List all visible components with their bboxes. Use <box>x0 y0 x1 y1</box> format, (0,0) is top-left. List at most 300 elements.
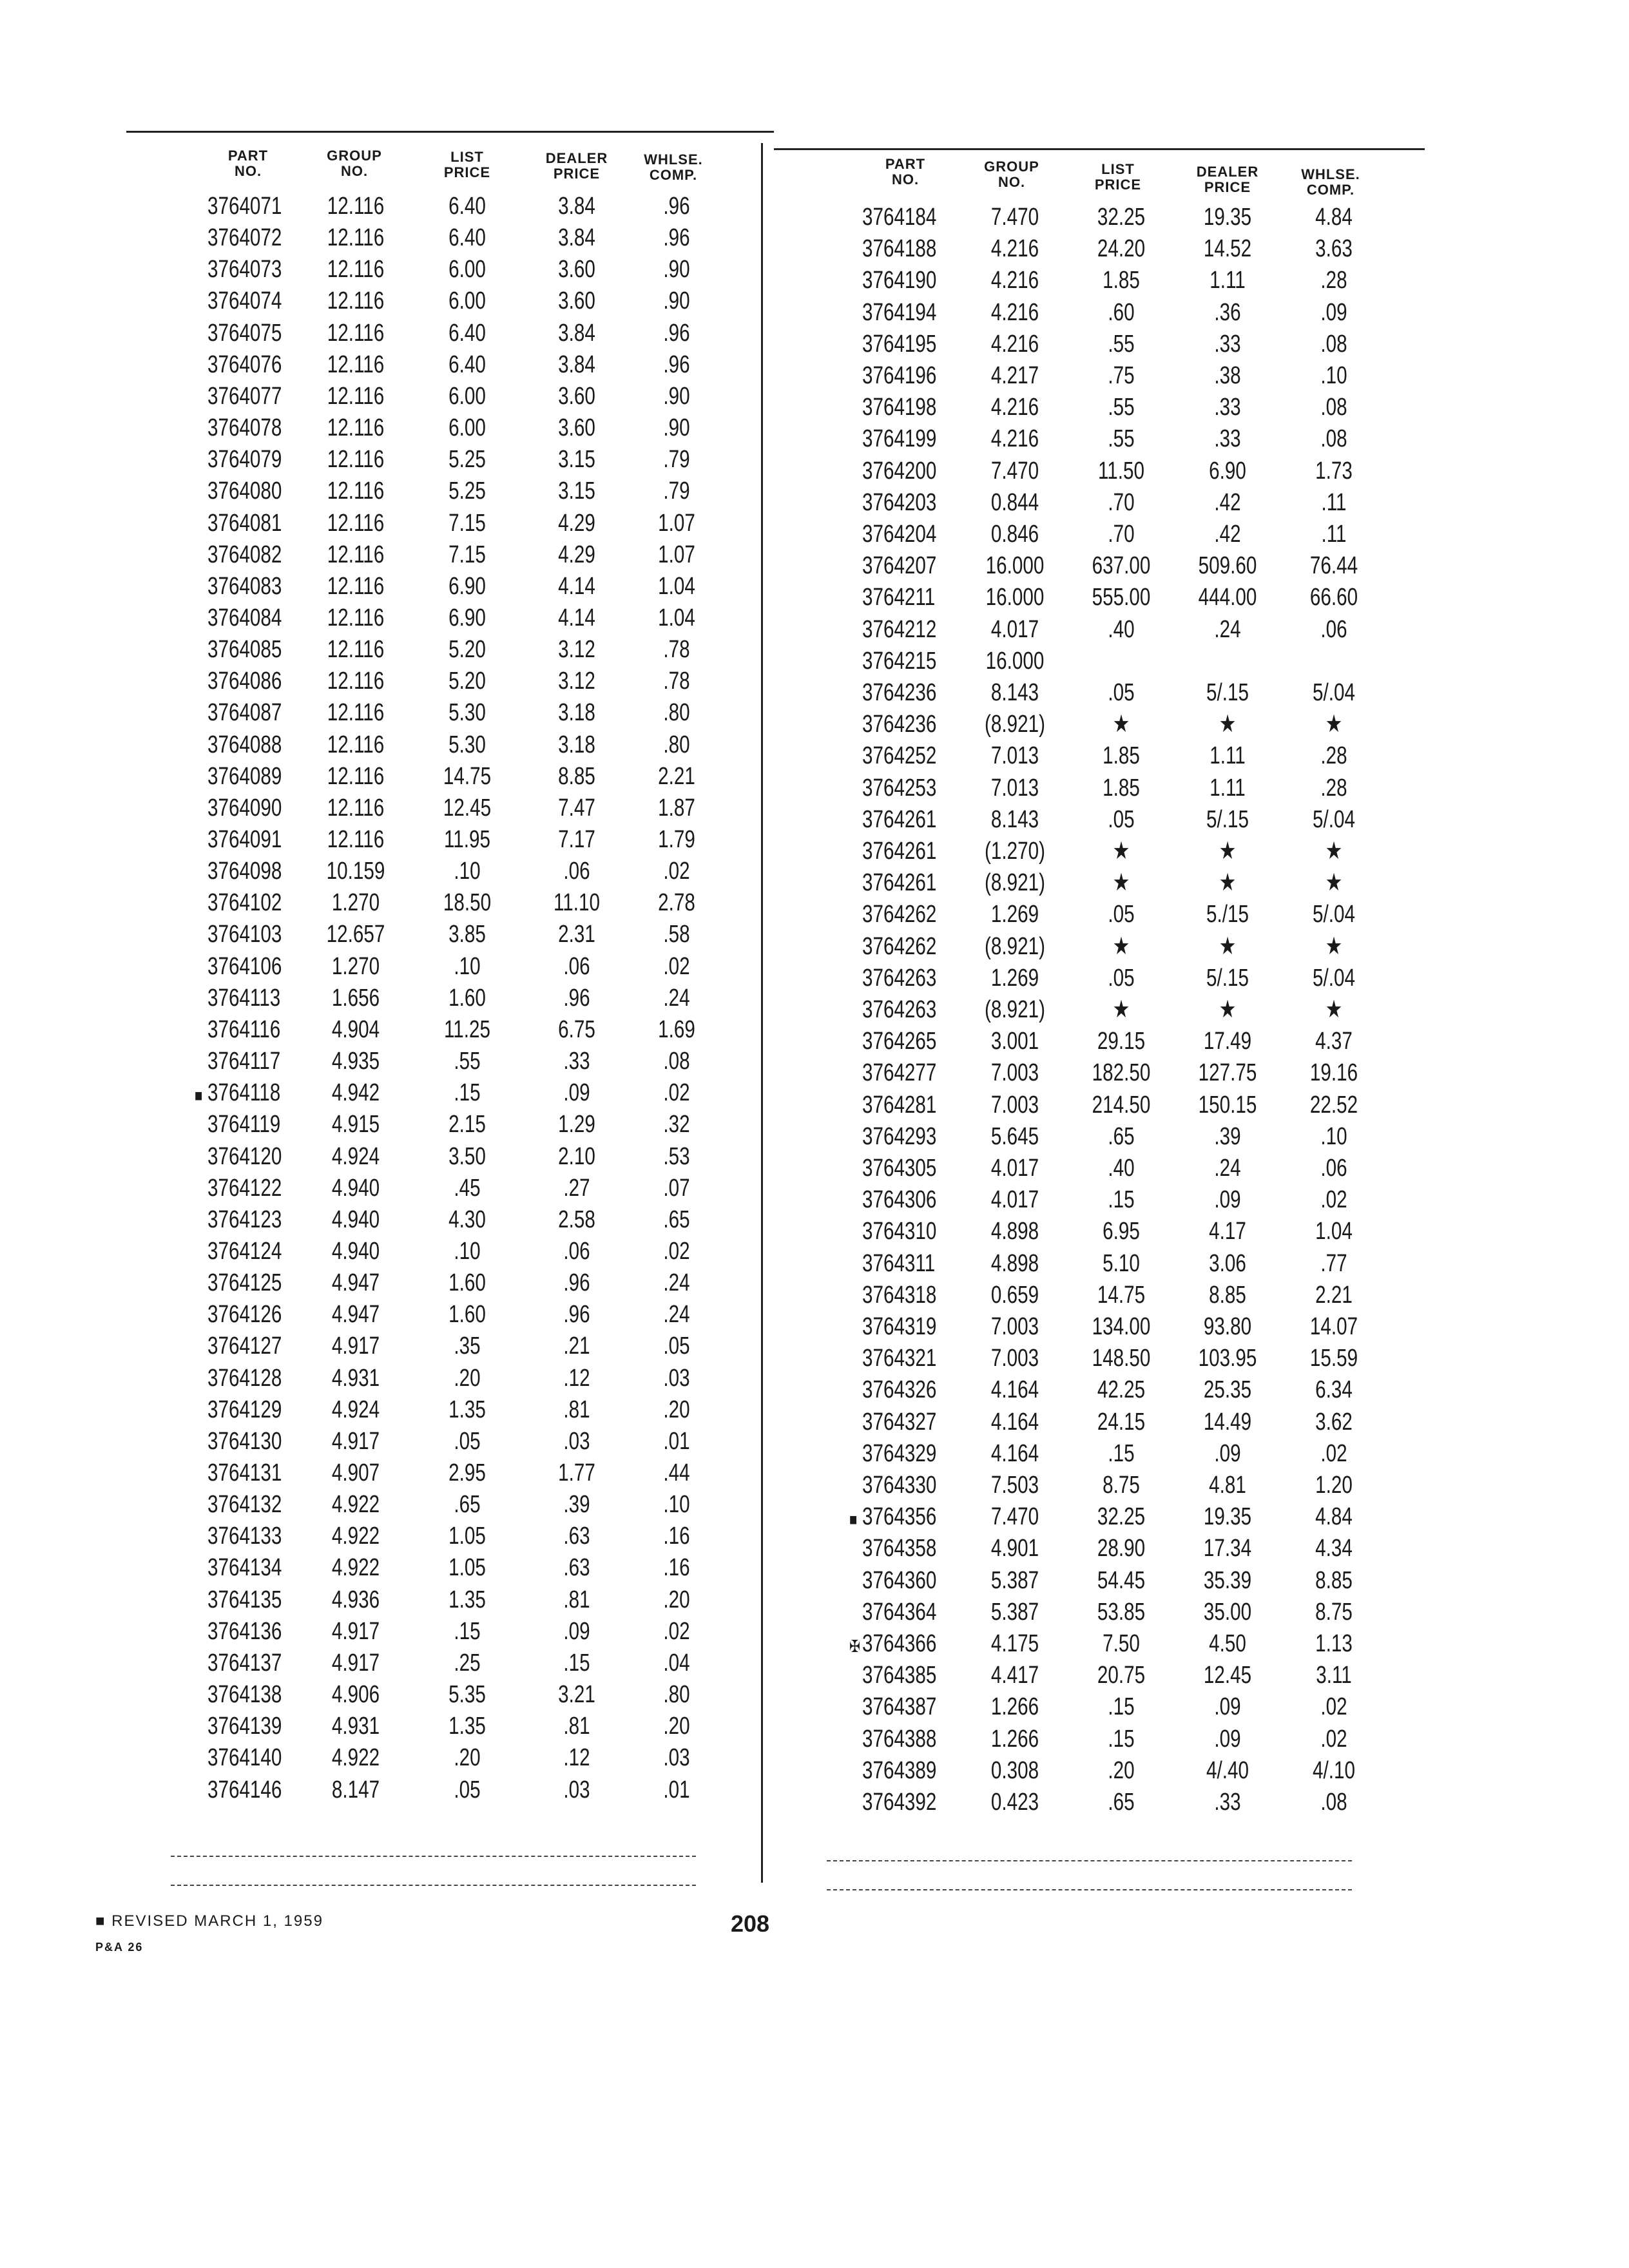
cell-dealer: .21 <box>563 1332 590 1360</box>
cell-whlse: .16 <box>663 1523 690 1550</box>
header-list-price: LIST PRICE <box>1094 161 1142 193</box>
cell-whlse: .08 <box>1320 1789 1347 1816</box>
cell-list: 6.40 <box>448 193 486 220</box>
cell-whlse: .96 <box>663 319 690 347</box>
cell-dealer: 14.49 <box>1203 1408 1252 1436</box>
cell-dealer: 3.84 <box>558 351 595 378</box>
cell-list: .55 <box>1108 425 1135 453</box>
cell-whlse: .08 <box>1320 330 1347 358</box>
cell-group: 4.216 <box>990 394 1039 421</box>
cell-group: 12.116 <box>327 351 385 378</box>
cell-part: 3764137 <box>207 1649 282 1677</box>
cell-group: 4.417 <box>990 1662 1039 1689</box>
cell-whlse: 1.07 <box>658 509 695 537</box>
cell-group: 4.922 <box>331 1554 380 1582</box>
cell-dealer: .96 <box>563 1301 590 1329</box>
cell-dealer: 127.75 <box>1198 1059 1257 1087</box>
cell-whlse: 4.84 <box>1315 204 1353 231</box>
cell-group: 12.657 <box>326 921 385 948</box>
cell-group: 4.175 <box>990 1630 1039 1657</box>
cell-group: 4.924 <box>331 1396 380 1423</box>
cell-dealer: 3.18 <box>558 731 595 758</box>
cell-group: 0.846 <box>990 521 1039 548</box>
cell-group: 12.116 <box>327 794 385 822</box>
cell-list: .15 <box>454 1079 481 1107</box>
cell-whlse: .90 <box>663 382 690 410</box>
cell-dealer: 35.00 <box>1203 1598 1252 1626</box>
cell-dealer: ★ <box>1219 932 1237 960</box>
cell-group: 4.216 <box>990 298 1039 326</box>
cell-group: 1.270 <box>331 889 380 917</box>
cell-part: 3764387 <box>862 1693 937 1721</box>
cell-group: 4.940 <box>331 1174 380 1202</box>
cell-whlse: .28 <box>1320 774 1347 802</box>
cell-list: .20 <box>454 1364 481 1392</box>
cell-group: (8.921) <box>985 996 1045 1023</box>
cell-group: 7.013 <box>990 774 1039 802</box>
cell-part: 3764318 <box>862 1281 937 1309</box>
cell-list: 6.40 <box>448 351 486 378</box>
cell-whlse: 5/.04 <box>1313 901 1355 928</box>
cell-group: 4.164 <box>990 1439 1039 1467</box>
cell-list: 134.00 <box>1092 1313 1151 1340</box>
cell-whlse: .05 <box>663 1332 690 1360</box>
cell-dealer: 17.49 <box>1203 1028 1252 1055</box>
cell-whlse: .08 <box>663 1048 690 1075</box>
bottom-dash-right-2 <box>827 1889 1352 1890</box>
cell-group: 5.645 <box>990 1122 1039 1150</box>
cell-dealer: 3.15 <box>558 477 595 505</box>
cell-whlse: 1.04 <box>658 604 695 631</box>
header-whlse-comp: WHLSE. COMP. <box>644 151 703 183</box>
revised-note: ■ REVISED MARCH 1, 1959 <box>95 1912 323 1930</box>
cell-dealer: 3.12 <box>558 636 595 664</box>
cell-list: 1.60 <box>448 984 486 1012</box>
cell-dealer: 93.80 <box>1203 1313 1252 1340</box>
cell-whlse: .96 <box>663 224 690 252</box>
cell-group: (8.921) <box>985 869 1045 897</box>
header-dealer-price: DEALER PRICE <box>545 150 608 182</box>
cell-group: 0.844 <box>990 488 1039 516</box>
cell-list: .15 <box>1108 1186 1135 1214</box>
cell-dealer: 19.35 <box>1203 204 1252 231</box>
cell-whlse: .11 <box>1321 488 1347 516</box>
cell-group: 1.266 <box>990 1725 1039 1753</box>
cell-dealer: .24 <box>1214 1155 1241 1182</box>
pa-code: P&A 26 <box>95 1941 144 1954</box>
cell-list: .40 <box>1108 1155 1135 1182</box>
cell-group: 8.143 <box>990 679 1039 706</box>
cell-part: 3764113 <box>207 984 281 1012</box>
cell-list: .55 <box>454 1048 481 1075</box>
cell-list: .05 <box>454 1776 481 1803</box>
cell-whlse: 2.21 <box>1315 1281 1353 1309</box>
cell-part: 3764087 <box>207 699 282 727</box>
cell-whlse: .78 <box>663 668 690 695</box>
bottom-dash-right-1 <box>827 1860 1352 1861</box>
cell-list: 32.25 <box>1097 1503 1146 1531</box>
cell-group: 12.116 <box>327 636 385 664</box>
cell-part: 3764134 <box>207 1554 282 1582</box>
cell-whlse: .58 <box>663 921 690 948</box>
cell-group: 7.003 <box>990 1345 1039 1372</box>
cell-group: 7.003 <box>990 1059 1039 1087</box>
cell-list: 5.10 <box>1103 1249 1140 1277</box>
cell-whlse: .53 <box>663 1142 690 1170</box>
cell-whlse: .01 <box>663 1427 690 1455</box>
cell-whlse: 5/.04 <box>1313 679 1355 706</box>
cell-list: 7.15 <box>448 541 486 568</box>
cell-list: 6.90 <box>448 572 486 600</box>
header-group-no: GROUP NO. <box>984 159 1039 190</box>
cell-dealer: 19.35 <box>1203 1503 1252 1531</box>
cell-whlse: .10 <box>1320 362 1347 389</box>
cell-dealer: 14.52 <box>1203 235 1252 263</box>
cell-group: 12.116 <box>327 668 385 695</box>
cell-group: 12.116 <box>327 319 385 347</box>
cell-group: 1.266 <box>990 1693 1039 1721</box>
cell-whlse: 1.04 <box>658 572 695 600</box>
cell-whlse: 4.34 <box>1315 1535 1353 1562</box>
cell-list: 14.75 <box>443 762 492 790</box>
cell-part: 3764131 <box>207 1459 282 1486</box>
cell-dealer: .36 <box>1214 298 1241 326</box>
cell-whlse: 1.79 <box>658 826 695 853</box>
cell-list: 1.35 <box>448 1713 486 1740</box>
cell-part: 3764261 <box>862 805 937 833</box>
cell-whlse: .01 <box>663 1776 690 1803</box>
cell-group: 12.116 <box>327 762 385 790</box>
cell-dealer: .39 <box>563 1491 590 1519</box>
cell-dealer: .33 <box>1214 425 1241 453</box>
cell-dealer: ★ <box>1219 996 1237 1023</box>
cell-whlse: 8.85 <box>1315 1566 1353 1594</box>
cell-part: 3764261 <box>862 869 937 897</box>
cell-whlse: .02 <box>663 952 690 980</box>
cell-dealer: 3.60 <box>558 287 595 315</box>
cell-whlse: 4/.10 <box>1313 1756 1355 1784</box>
cell-dealer: 5/.15 <box>1206 679 1249 706</box>
cell-part: 3764133 <box>207 1523 282 1550</box>
cell-list: .10 <box>454 858 481 885</box>
cell-part: 3764392 <box>862 1789 937 1816</box>
cell-dealer: 7.47 <box>558 794 595 822</box>
cell-group: 12.116 <box>327 382 385 410</box>
cell-part: 3764073 <box>207 256 282 284</box>
top-rule-left <box>126 131 774 133</box>
cell-list: 12.45 <box>443 794 492 822</box>
cell-part: 3764293 <box>862 1122 937 1150</box>
cell-dealer: 1.29 <box>558 1111 595 1139</box>
cell-part: 3764263 <box>862 964 937 992</box>
cell-whlse: 6.34 <box>1315 1376 1353 1404</box>
cell-list: .15 <box>454 1617 481 1645</box>
cell-group: 7.470 <box>990 1503 1039 1531</box>
cell-whlse: .08 <box>1320 394 1347 421</box>
cell-list: 24.15 <box>1097 1408 1146 1436</box>
cell-group: 8.143 <box>990 805 1039 833</box>
cell-list: .20 <box>1108 1756 1135 1784</box>
cell-part: 3764129 <box>207 1396 282 1423</box>
revision-marker: ■ <box>849 1510 858 1530</box>
cell-dealer: .38 <box>1214 362 1241 389</box>
cell-group: 4.164 <box>990 1376 1039 1404</box>
cell-part: 3764146 <box>207 1776 282 1803</box>
cell-part: 3764103 <box>207 921 282 948</box>
cell-part: 3764120 <box>207 1142 282 1170</box>
cell-dealer: .06 <box>563 1237 590 1265</box>
cell-part: 3764215 <box>862 647 937 675</box>
cell-whlse: .44 <box>663 1459 690 1486</box>
cell-list: 6.40 <box>448 319 486 347</box>
cell-group: 7.503 <box>990 1472 1039 1499</box>
cell-group: 4.917 <box>331 1332 380 1360</box>
cell-list: .55 <box>1108 330 1135 358</box>
cell-list: 6.95 <box>1103 1218 1140 1245</box>
cell-list: 2.95 <box>448 1459 486 1486</box>
cell-group: 5.387 <box>990 1566 1039 1594</box>
cell-dealer: .24 <box>1214 615 1241 643</box>
cell-whlse: .32 <box>663 1111 690 1139</box>
cell-dealer: .09 <box>1214 1186 1241 1214</box>
cell-dealer: .63 <box>563 1554 590 1582</box>
cell-whlse: .77 <box>1320 1249 1347 1277</box>
cell-part: 3764200 <box>862 457 937 485</box>
cell-part: 3764263 <box>862 996 937 1023</box>
cell-dealer: .33 <box>1214 1789 1241 1816</box>
cell-whlse: .06 <box>1320 615 1347 643</box>
cell-list: 6.00 <box>448 414 486 442</box>
cell-part: 3764199 <box>862 425 937 453</box>
column-divider <box>761 143 763 1883</box>
cell-group: 0.423 <box>990 1789 1039 1816</box>
cell-part: 3764321 <box>862 1345 937 1372</box>
cell-group: (8.921) <box>985 711 1045 738</box>
cell-part: 3764106 <box>207 952 282 980</box>
cell-dealer: 4.29 <box>558 541 595 568</box>
cell-dealer: 2.58 <box>558 1206 595 1233</box>
cell-list: .15 <box>1108 1693 1135 1721</box>
cell-dealer: 3.84 <box>558 224 595 252</box>
cell-list: 1.85 <box>1103 742 1140 770</box>
cell-list: 28.90 <box>1097 1535 1146 1562</box>
cell-whlse: ★ <box>1325 932 1343 960</box>
cell-whlse: .79 <box>663 446 690 474</box>
cell-whlse: .02 <box>1320 1693 1347 1721</box>
cell-dealer: 3.15 <box>558 446 595 474</box>
cell-part: 3764078 <box>207 414 282 442</box>
cell-part: 3764124 <box>207 1237 282 1265</box>
cell-whlse: 76.44 <box>1309 552 1358 580</box>
cell-part: 3764122 <box>207 1174 282 1202</box>
cell-list: 6.40 <box>448 224 486 252</box>
cell-dealer: 3.21 <box>558 1681 595 1709</box>
cell-list: 1.60 <box>448 1269 486 1297</box>
cell-whlse: .02 <box>1320 1725 1347 1753</box>
cell-group: 4.947 <box>331 1301 380 1329</box>
cell-list: 214.50 <box>1092 1091 1151 1119</box>
cell-group: 12.116 <box>327 541 385 568</box>
cell-part: 3764072 <box>207 224 282 252</box>
cell-list: .60 <box>1108 298 1135 326</box>
cell-group: 4.940 <box>331 1237 380 1265</box>
cell-dealer: 8.85 <box>1209 1281 1246 1309</box>
cell-list: 5.30 <box>448 731 486 758</box>
cell-group: 7.470 <box>990 204 1039 231</box>
cell-list: .05 <box>1108 964 1135 992</box>
cell-whlse: 1.20 <box>1315 1472 1353 1499</box>
cell-whlse: ★ <box>1325 869 1343 897</box>
cell-list: .20 <box>454 1744 481 1772</box>
cell-list: .65 <box>454 1491 481 1519</box>
cell-list: .15 <box>1108 1439 1135 1467</box>
cell-dealer: 5/.15 <box>1206 964 1249 992</box>
cell-dealer: 5./15 <box>1206 901 1249 928</box>
cell-whlse: .02 <box>663 1237 690 1265</box>
cell-group: 4.906 <box>331 1681 380 1709</box>
cell-part: 3764082 <box>207 541 282 568</box>
cell-group: 4.947 <box>331 1269 380 1297</box>
cell-part: 3764236 <box>862 711 937 738</box>
cell-group: 4.940 <box>331 1206 380 1233</box>
cell-part: 3764360 <box>862 1566 937 1594</box>
cell-list: 1.05 <box>448 1554 486 1582</box>
cell-part: 3764090 <box>207 794 282 822</box>
top-rule-right <box>774 148 1425 150</box>
cell-group: 4.942 <box>331 1079 380 1107</box>
cell-whlse: .28 <box>1320 267 1347 294</box>
cell-part: 3764116 <box>207 1015 281 1043</box>
cell-group: 3.001 <box>990 1028 1039 1055</box>
cell-group: 16.000 <box>985 552 1045 580</box>
cell-part: 3764125 <box>207 1269 282 1297</box>
cell-dealer: .03 <box>563 1427 590 1455</box>
cell-group: 12.116 <box>327 826 385 853</box>
cell-group: 4.936 <box>331 1586 380 1613</box>
cell-list: .05 <box>1108 679 1135 706</box>
cell-whlse: .04 <box>663 1649 690 1677</box>
cell-part: 3764085 <box>207 636 282 664</box>
cell-list: 182.50 <box>1092 1059 1151 1087</box>
cell-dealer: 2.31 <box>558 921 595 948</box>
cell-group: 12.116 <box>327 287 385 315</box>
cell-dealer: 3.60 <box>558 414 595 442</box>
cell-part: 3764089 <box>207 762 282 790</box>
cell-list: 1.85 <box>1103 267 1140 294</box>
cell-group: 12.116 <box>327 256 385 284</box>
cell-whlse: .20 <box>663 1713 690 1740</box>
cell-whlse: .16 <box>663 1554 690 1582</box>
cell-list: 18.50 <box>443 889 492 917</box>
revision-marker: ✠ <box>849 1637 861 1656</box>
cell-part: 3764080 <box>207 477 282 505</box>
cell-part: 3764117 <box>207 1048 281 1075</box>
cell-list: .10 <box>454 952 481 980</box>
cell-dealer: 4.14 <box>558 572 595 600</box>
cell-part: 3764135 <box>207 1586 282 1613</box>
cell-group: 4.017 <box>990 615 1039 643</box>
cell-dealer: 17.34 <box>1203 1535 1252 1562</box>
cell-part: 3764196 <box>862 362 937 389</box>
cell-group: 4.216 <box>990 425 1039 453</box>
cell-list: .05 <box>454 1427 481 1455</box>
cell-dealer: 1.11 <box>1210 267 1246 294</box>
cell-list: 1.85 <box>1103 774 1140 802</box>
cell-group: 12.116 <box>327 604 385 631</box>
cell-dealer: .81 <box>563 1713 590 1740</box>
cell-part: 3764358 <box>862 1535 937 1562</box>
cell-group: 12.116 <box>327 731 385 758</box>
cell-group: 4.216 <box>990 267 1039 294</box>
header-whlse-comp: WHLSE. COMP. <box>1301 166 1360 198</box>
cell-part: 3764079 <box>207 446 282 474</box>
revision-marker: ■ <box>195 1086 203 1106</box>
cell-whlse: 22.52 <box>1309 1091 1358 1119</box>
cell-whlse: 3.11 <box>1316 1662 1352 1689</box>
cell-dealer: ★ <box>1219 838 1237 865</box>
cell-list: .05 <box>1108 901 1135 928</box>
cell-part: 3764366 <box>862 1630 937 1657</box>
cell-whlse: .02 <box>663 1079 690 1107</box>
header-part-no: PART NO. <box>227 148 269 179</box>
cell-list: .70 <box>1108 488 1135 516</box>
cell-part: 3764136 <box>207 1617 282 1645</box>
cell-dealer: ★ <box>1219 869 1237 897</box>
cell-dealer: 1.11 <box>1210 774 1246 802</box>
cell-dealer: 4.81 <box>1209 1472 1246 1499</box>
cell-part: 3764083 <box>207 572 282 600</box>
cell-part: 3764252 <box>862 742 937 770</box>
cell-whlse: 15.59 <box>1309 1345 1358 1372</box>
cell-part: 3764253 <box>862 774 937 802</box>
cell-dealer: 150.15 <box>1198 1091 1257 1119</box>
cell-group: 4.904 <box>331 1015 380 1043</box>
cell-dealer: 1.11 <box>1210 742 1246 770</box>
cell-list: .45 <box>454 1174 481 1202</box>
cell-part: 3764203 <box>862 488 937 516</box>
cell-dealer: 5/.15 <box>1206 805 1249 833</box>
cell-list: .35 <box>454 1332 481 1360</box>
cell-dealer: .42 <box>1214 488 1241 516</box>
cell-whlse: 5/.04 <box>1313 964 1355 992</box>
cell-group: 16.000 <box>985 647 1045 675</box>
cell-list: .65 <box>1108 1789 1135 1816</box>
cell-dealer: .09 <box>563 1079 590 1107</box>
cell-dealer: 3.12 <box>558 668 595 695</box>
cell-dealer: .81 <box>563 1586 590 1613</box>
cell-whlse: .78 <box>663 636 690 664</box>
cell-list: .40 <box>1108 615 1135 643</box>
cell-part: 3764074 <box>207 287 282 315</box>
cell-list: ★ <box>1112 869 1130 897</box>
cell-list: 11.25 <box>444 1015 490 1043</box>
cell-list: 7.50 <box>1103 1630 1140 1657</box>
cell-part: 3764207 <box>862 552 937 580</box>
cell-group: 8.147 <box>331 1776 380 1803</box>
cell-whlse: 3.62 <box>1315 1408 1353 1436</box>
cell-part: 3764130 <box>207 1427 282 1455</box>
cell-list: 42.25 <box>1097 1376 1146 1404</box>
cell-part: 3764077 <box>207 382 282 410</box>
cell-dealer: 2.10 <box>558 1142 595 1170</box>
cell-group: 12.116 <box>327 446 385 474</box>
cell-list: .10 <box>454 1237 481 1265</box>
cell-list: 6.00 <box>448 287 486 315</box>
cell-dealer: 4.29 <box>558 509 595 537</box>
cell-list: .25 <box>454 1649 481 1677</box>
cell-dealer: 3.06 <box>1209 1249 1246 1277</box>
cell-list: .75 <box>1108 362 1135 389</box>
